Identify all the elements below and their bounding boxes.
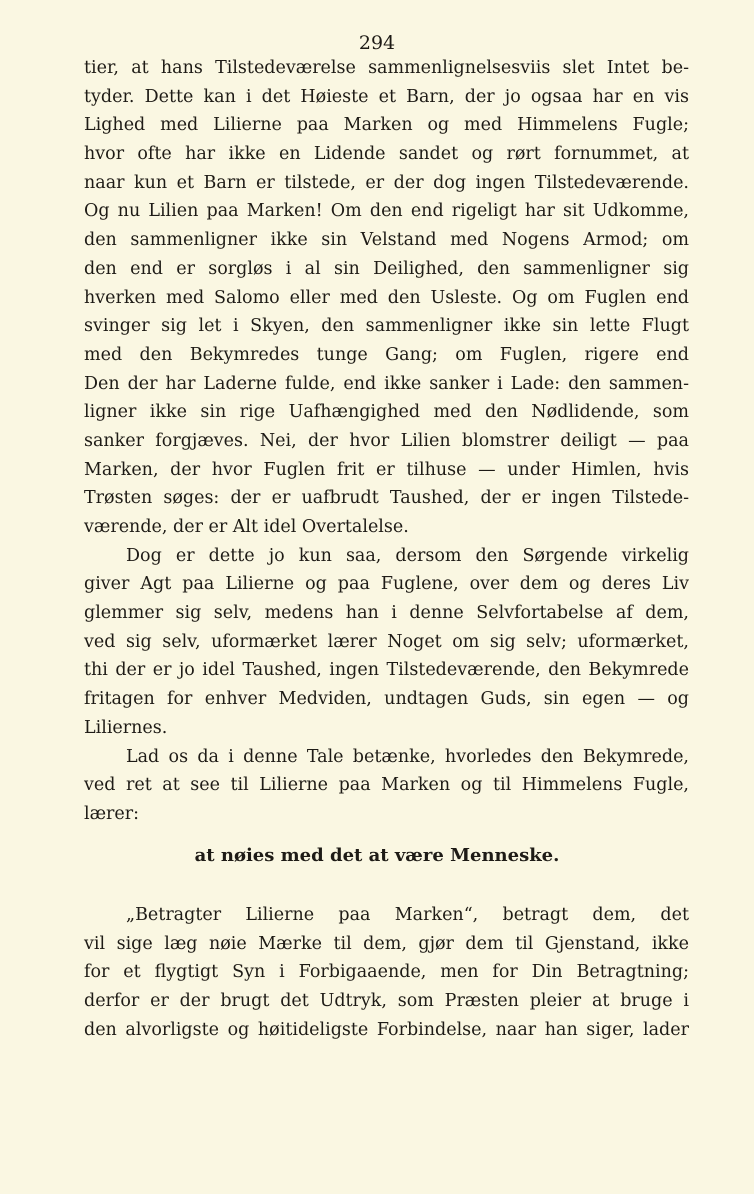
text-line: Og nu Lilien paa Marken! Om den end rigeligt har sit Udkomme,: [84, 201, 689, 222]
text-line: hvor ofte har ikke en Lidende sandet og rørt fornummet, at: [84, 144, 689, 165]
text-line: ved sig selv, uformærket lærer Noget om sig selv; uformærket,: [84, 631, 689, 652]
text-line: svinger sig let i Skyen, den sammenligner ikke sin lette Flugt: [84, 316, 689, 337]
text-line: lærer:: [84, 803, 140, 824]
text-line: den end er sorgløs i al sin Deilighed, den sammenligner sig: [84, 258, 689, 279]
text-line: den alvorligste og høitideligste Forbindelse, naar han siger, lader: [84, 1019, 689, 1040]
text-line: fritagen for enhver Medviden, undtagen Guds, sin egen — og: [84, 689, 689, 710]
text-line: ved ret at see til Lilierne paa Marken og til Himmelens Fugle,: [84, 775, 689, 796]
text-line: „Betragter Lilierne paa Marken“, betragt dem, det: [126, 905, 689, 925]
text-line: Liliernes.: [84, 717, 168, 738]
text-line: Dog er dette jo kun saa, dersom den Sørgende virkelig: [126, 545, 689, 566]
body-text-block: [84, 54, 689, 829]
text-line: ligner ikke sin rige Uafhængighed med den Nødlidende, som: [84, 402, 689, 423]
text-line: tyder. Dette kan i det Høieste et Barn, der jo ogsaa har en vis: [84, 86, 689, 107]
text-line: Lad os da i denne Tale betænke, hvorledes den Bekymrede,: [126, 746, 689, 767]
text-line: thi der er jo idel Taushed, ingen Tilstedeværende, den Bekymrede: [84, 660, 689, 681]
text-line: tier, at hans Tilstedeværelse sammenlignelsesviis slet Intet be-: [84, 58, 689, 78]
text-line: den sammenligner ikke sin Velstand med Nogens Armod; om: [84, 230, 689, 251]
body-text-block-2: [84, 901, 689, 1044]
text-line: giver Agt paa Lilierne og paa Fuglene, over dem og deres Liv: [84, 574, 689, 595]
text-line: for et flygtigt Syn i Forbigaaende, men for Din Betragtning;: [84, 962, 689, 983]
text-line: vil sige læg nøie Mærke til dem, gjør dem til Gjenstand, ikke: [84, 933, 689, 954]
section-heading: at nøies med det at være Menneske.: [194, 845, 560, 866]
text-line: Trøsten søges: der er uafbrudt Taushed, der er ingen Tilstede-: [84, 488, 689, 509]
text-line: Den der har Laderne fulde, end ikke sanker i Lade: den sammen-: [84, 373, 689, 394]
page-number: 294: [358, 32, 396, 54]
text-line: hverken med Salomo eller med den Usleste. Og om Fuglen end: [84, 287, 689, 308]
text-line: naar kun et Barn er tilstede, er der dog ingen Tilstedeværende.: [84, 172, 689, 193]
text-line: Marken, der hvor Fuglen frit er tilhuse — under Himlen, hvis: [84, 459, 689, 480]
text-line: glemmer sig selv, medens han i denne Selvfortabelse af dem,: [84, 603, 689, 624]
text-line: derfor er der brugt det Udtryk, som Præsten pleier at bruge i: [84, 991, 689, 1012]
text-line: med den Bekymredes tunge Gang; om Fuglen, rigere end: [84, 344, 689, 365]
text-line: sanker forgjæves. Nei, der hvor Lilien blomstrer deiligt — paa: [84, 430, 689, 451]
text-line: værende, der er Alt idel Overtalelse.: [84, 517, 409, 537]
text-line: Lighed med Lilierne paa Marken og med Himmelens Fugle;: [84, 115, 689, 136]
